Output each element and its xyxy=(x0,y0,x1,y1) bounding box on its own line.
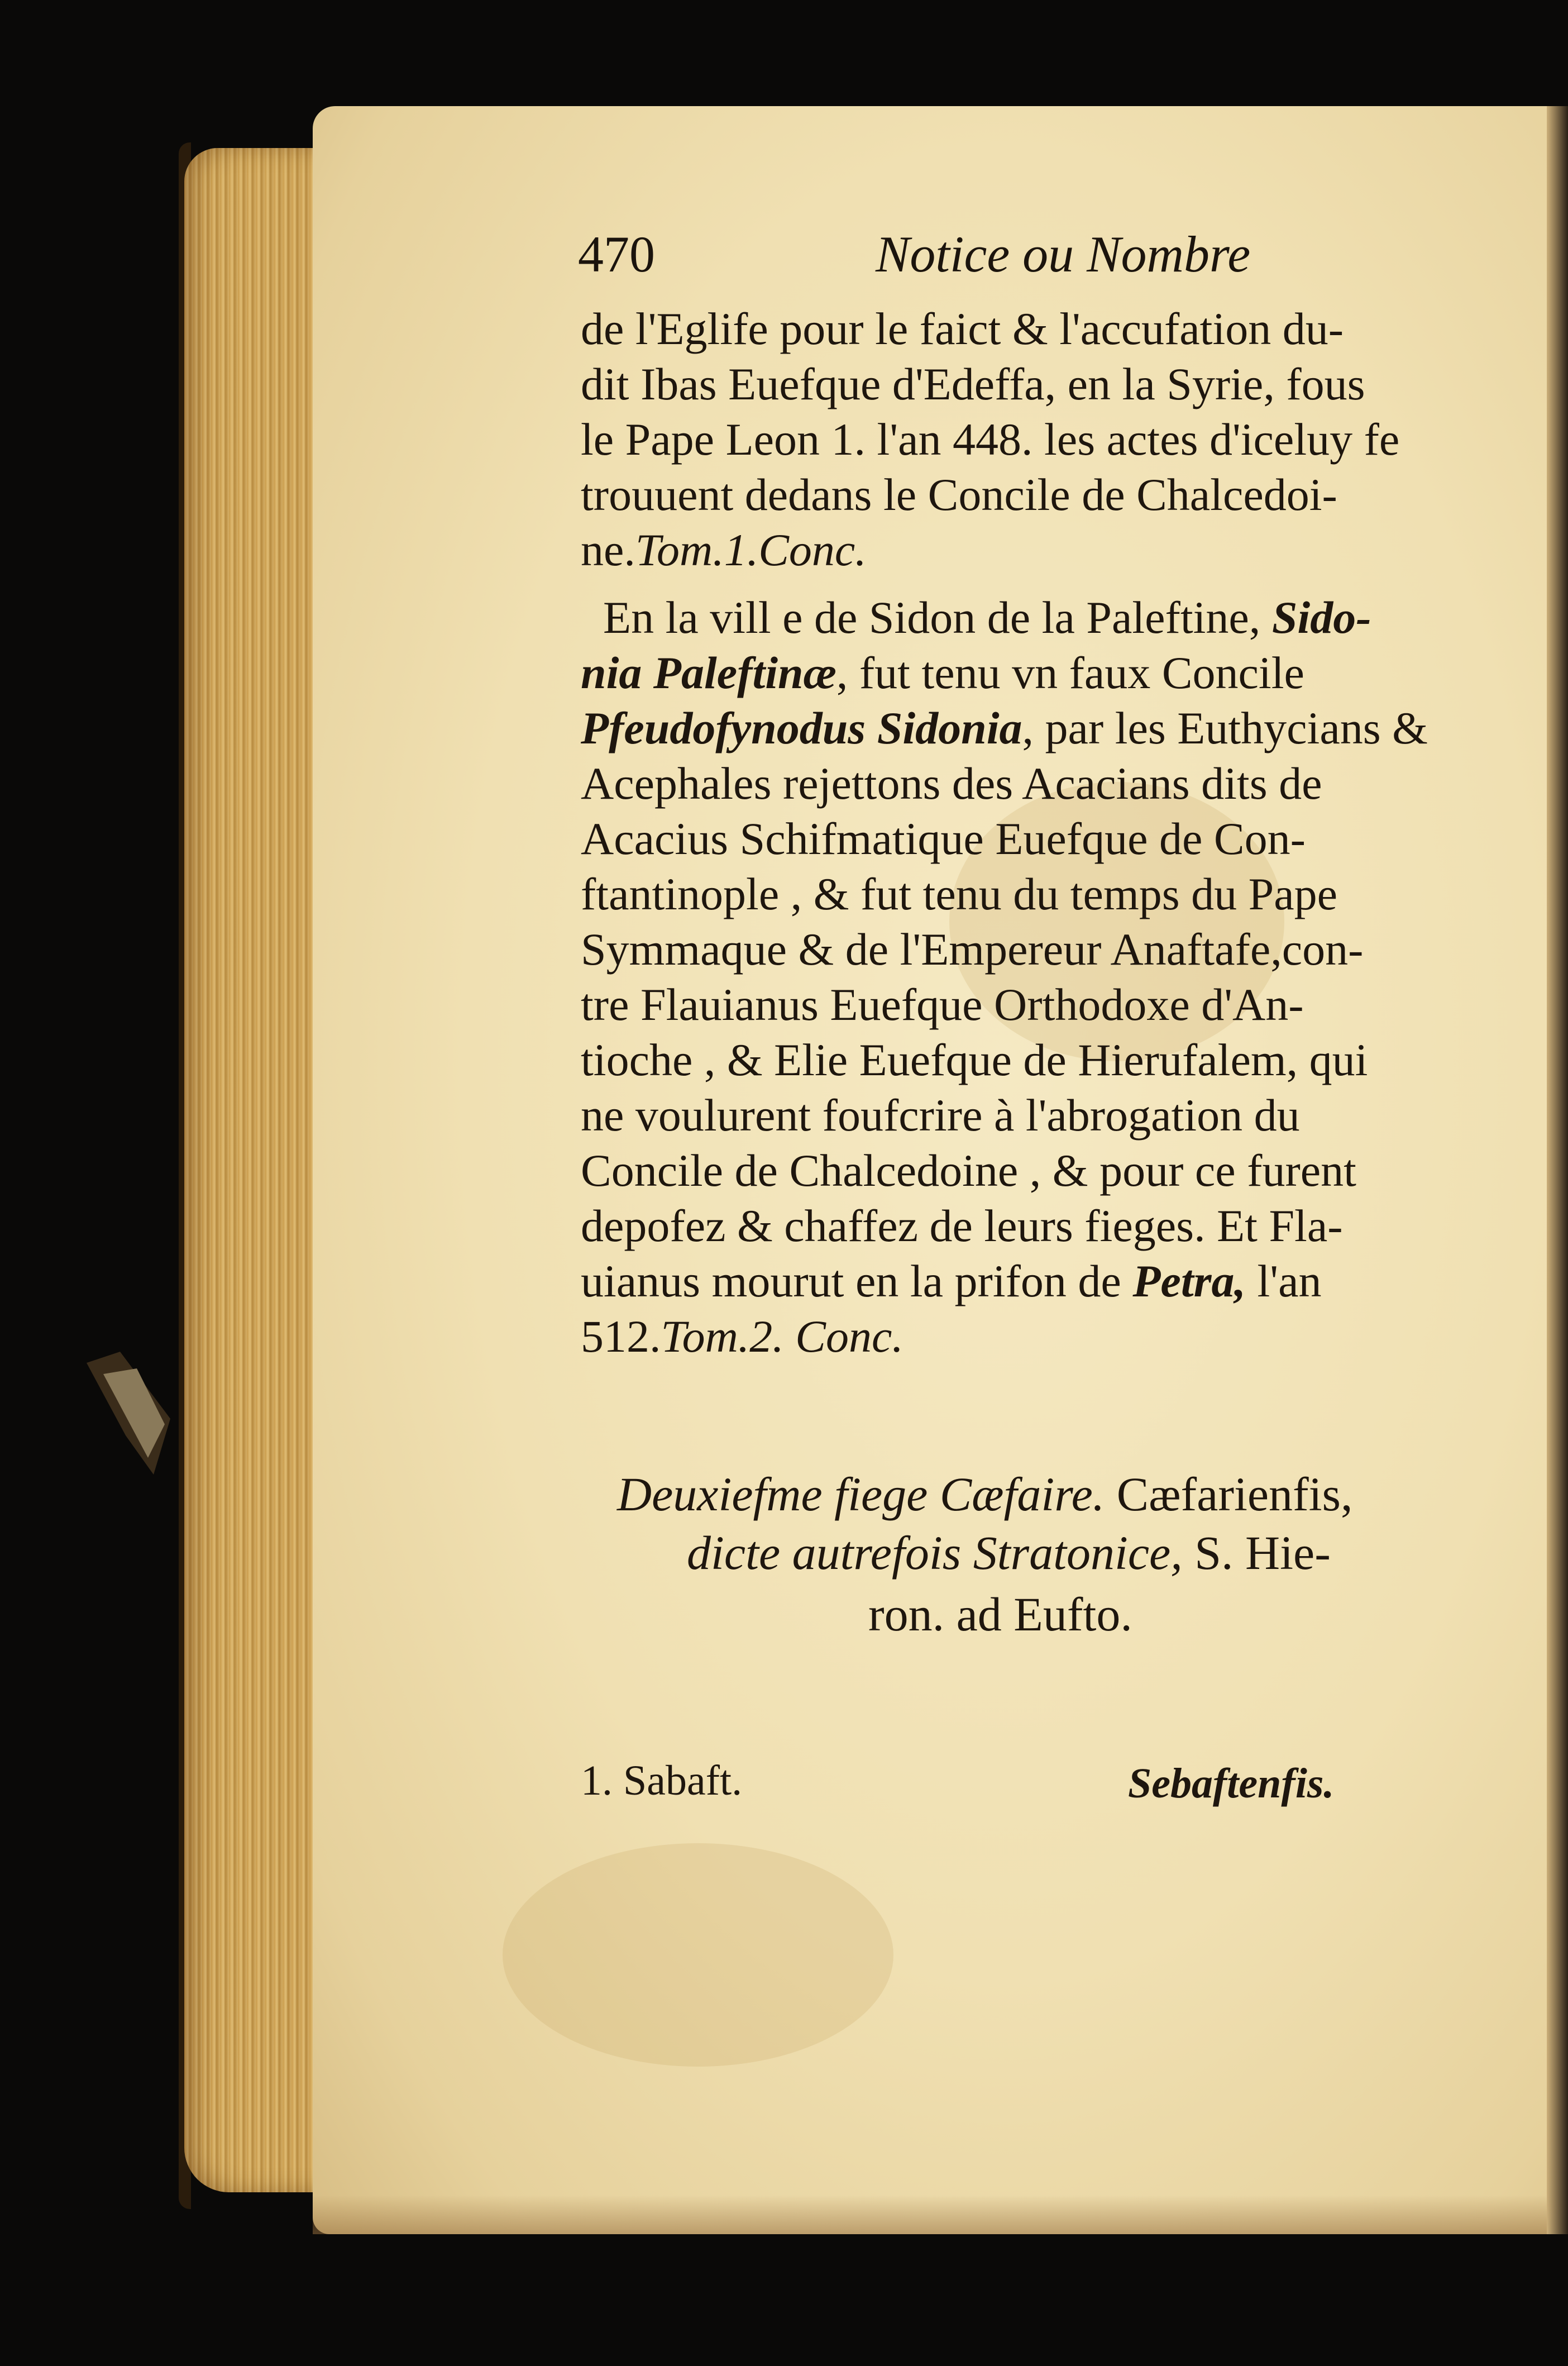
section-heading-line xyxy=(617,1466,1353,1522)
text-line xyxy=(581,647,1304,698)
text-line xyxy=(581,1311,903,1362)
text-line: depofez & chaffez de leurs fieges. Et Fla- xyxy=(581,1200,1343,1251)
text-span: uianus mourut en la prifon de xyxy=(581,1256,1133,1306)
text-span: 512. xyxy=(581,1311,661,1362)
latin-term: Petra, xyxy=(1132,1256,1246,1306)
heading-text: S. Hie- xyxy=(1182,1526,1331,1580)
bookmark-ribbon xyxy=(87,1352,170,1475)
paper-stain xyxy=(503,1843,893,2067)
running-title: Notice ou Nombre xyxy=(876,226,1251,283)
page-edges xyxy=(184,148,329,2192)
latin-term: nia Paleftinæ xyxy=(581,647,836,698)
text-span: ne. xyxy=(581,524,635,575)
heading-italic: dicte autrefois Stratonice, xyxy=(687,1526,1183,1580)
heading-text: Cæfarienfis, xyxy=(1105,1467,1353,1521)
text-line xyxy=(581,524,867,575)
text-line: le Pape Leon 1. l'an 448. les actes d'iceluy fe xyxy=(581,414,1400,465)
text-span: l'an xyxy=(1246,1256,1322,1306)
page-bottom-shadow xyxy=(313,2195,1547,2234)
section-heading-line xyxy=(687,1525,1331,1581)
text-span: En la vill e de Sidon de la Paleftine, xyxy=(603,592,1272,643)
text-line xyxy=(581,1258,1321,1304)
text-span: , fut tenu vn faux Concile xyxy=(836,647,1304,698)
entry-latin-name: Sebaftenfis. xyxy=(1128,1760,1335,1807)
latin-term: Pfeudofynodus Sidonia xyxy=(581,703,1022,753)
text-line: dit Ibas Euefque d'Edeffa, en la Syrie, fous xyxy=(581,359,1365,409)
text-line xyxy=(603,592,1371,643)
text-line: trouuent dedans le Concile de Chalcedoi- xyxy=(581,469,1337,520)
section-heading-line xyxy=(868,1586,1132,1642)
heading-text: ron. ad Eufto. xyxy=(868,1587,1132,1641)
text-line: Acacius Schifmatique Euefque de Con- xyxy=(581,813,1306,864)
latin-term: Sido- xyxy=(1271,592,1371,643)
heading-italic: Deuxiefme fiege Cæfaire. xyxy=(617,1467,1105,1521)
text-line: Symmaque & de l'Empereur Anaftafe,con- xyxy=(581,924,1364,975)
text-line: Acephales rejettons des Acacians dits de xyxy=(581,758,1322,809)
text-span: , par les Euthycians & xyxy=(1022,703,1428,753)
reference-citation: Tom.2. Conc. xyxy=(661,1311,903,1362)
text-line: ftantinople , & fut tenu du temps du Pape xyxy=(581,869,1338,919)
text-line: tre Flauianus Euefque Orthodoxe d'An- xyxy=(581,979,1304,1030)
text-line: tioche , & Elie Euefque de Hierufalem, qui xyxy=(581,1034,1368,1085)
reference-citation: Tom.1.Conc. xyxy=(635,524,867,575)
text-line: de l'Eglife pour le faict & l'accufation du- xyxy=(581,303,1344,354)
text-line: Concile de Chalcedoine , & pour ce furent xyxy=(581,1145,1356,1196)
entry-number-name: 1. Sabaft. xyxy=(581,1757,743,1804)
page-number: 470 xyxy=(578,226,655,283)
text-line: ne voulurent foufcrire à l'abrogation du xyxy=(581,1090,1300,1141)
right-gutter xyxy=(1547,106,1568,2234)
text-line xyxy=(581,705,1428,751)
